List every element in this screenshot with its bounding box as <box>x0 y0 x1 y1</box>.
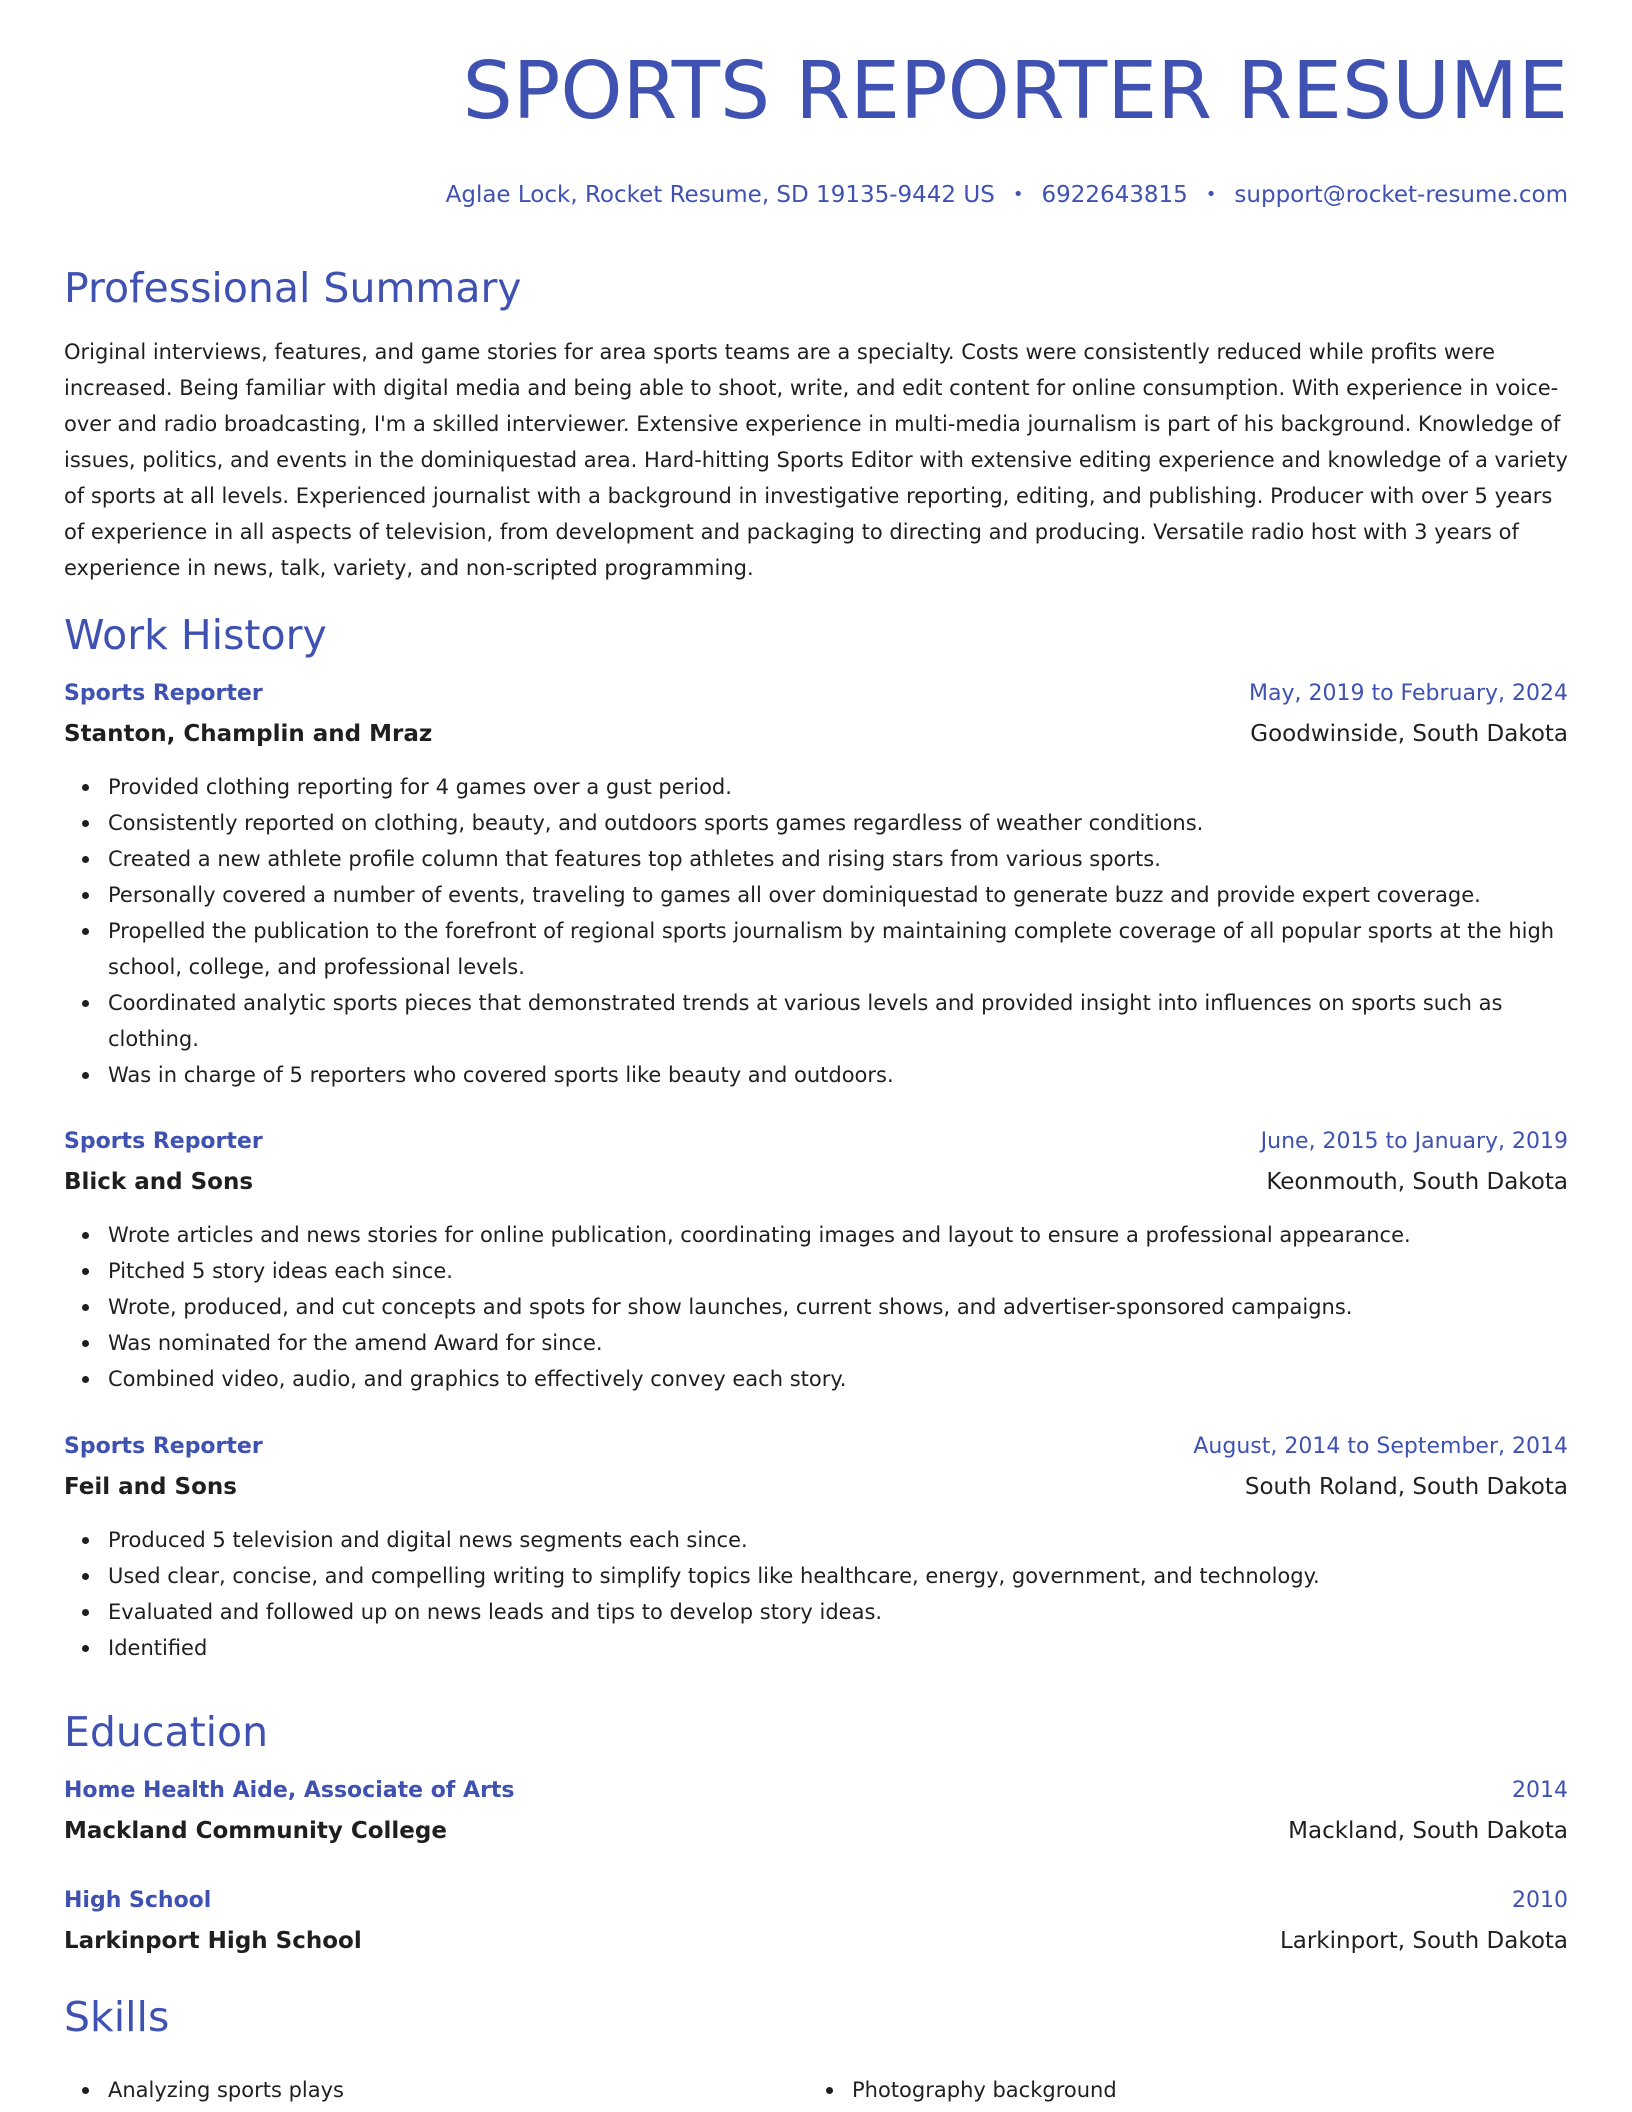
list-item: Identified <box>108 1630 1568 1666</box>
job-bullets <box>64 1522 1568 1666</box>
job-dates: August, 2014 to September, 2014 <box>1193 1434 1568 1459</box>
summary-text: Original interviews, features, and game stories for area sports teams are a specialty. Costs were consistently reduced while profits were increased. Being familiar with digital media and being able to shoot, write, and edit content for online consumption. With experience in voice-over and radio broadcasting, I'm a skilled interviewer. Extensive experience in multi-media journalism is part of his background. Knowledge of issues, politics, and events in the dominiquestad area. Hard-hitting Sports Editor with extensive editing experience and knowledge of a variety of sports at all levels. Experienced journalist with a background in investigative reporting, editing, and publishing. Producer with over 5 years of experience in all aspects of television, from development and packaging to directing and producing. Versatile radio host with 3 years of experience in news, talk, variety, and non-scripted programming. <box>64 340 1568 580</box>
list-item: Wrote, produced, and cut concepts and spots for show launches, current shows, and advertiser-sponsored campaigns. <box>108 1289 1568 1325</box>
job-dates: June, 2015 to January, 2019 <box>1260 1129 1568 1154</box>
education-degree: High School <box>64 1888 212 1913</box>
education-location: Larkinport, South Dakota <box>1279 1928 1568 1954</box>
job-bullets <box>64 769 1568 1093</box>
job-location: Goodwinside, South Dakota <box>1250 721 1568 747</box>
list-item: Was in charge of 5 reporters who covered sports like beauty and outdoors. <box>108 1057 1568 1093</box>
section-title-summary: Professional Summary <box>64 264 522 312</box>
job-location: South Roland, South Dakota <box>1244 1474 1568 1500</box>
resume-page <box>64 0 1568 2112</box>
education-entry <box>64 1778 1568 1858</box>
education-school-row <box>64 1818 1568 1858</box>
list-item: Propelled the publication to the forefront of regional sports journalism by maintaining complete coverage of all popular sports at the high school, college, and professional levels. <box>108 913 1568 985</box>
skills-list <box>64 2072 1568 2108</box>
job-title: Sports Reporter <box>64 681 263 706</box>
list-item: Consistently reported on clothing, beauty, and outdoors sports games regardless of weather conditions. <box>108 805 1568 841</box>
list-item: Used clear, concise, and compelling writing to simplify topics like healthcare, energy, government, and technology. <box>108 1558 1568 1594</box>
education-school: Mackland Community College <box>64 1818 447 1844</box>
education-entry <box>64 1888 1568 1968</box>
list-item: Coordinated analytic sports pieces that demonstrated trends at various levels and provided insight into influences on sports such as clothing. <box>108 985 1568 1057</box>
list-item: Produced 5 television and digital news segments each since. <box>108 1522 1568 1558</box>
job-company: Blick and Sons <box>64 1169 254 1195</box>
education-school: Larkinport High School <box>64 1928 362 1954</box>
job-title: Sports Reporter <box>64 1129 263 1154</box>
section-title-education: Education <box>64 1708 269 1756</box>
list-item: Personally covered a number of events, traveling to games all over dominiquestad to generate buzz and provide expert coverage. <box>108 877 1568 913</box>
education-school-row <box>64 1928 1568 1968</box>
list-item: Created a new athlete profile column that features top athletes and rising stars from various sports. <box>108 841 1568 877</box>
job-company-row <box>64 1474 1568 1514</box>
education-year: 2014 <box>1512 1778 1568 1803</box>
job-company: Stanton, Champlin and Mraz <box>64 721 433 747</box>
separator-dot: • <box>1205 184 1217 205</box>
contact-line <box>446 182 1568 208</box>
separator-dot: • <box>1012 184 1024 205</box>
section-title-skills: Skills <box>64 1993 170 2041</box>
skills-column-right <box>808 2072 1552 2108</box>
education-header-row <box>64 1888 1568 1928</box>
list-item: Combined video, audio, and graphics to effectively convey each story. <box>108 1361 1568 1397</box>
job-company-row <box>64 1169 1568 1209</box>
job-header-row <box>64 1434 1568 1474</box>
job-entry <box>64 681 1568 1093</box>
list-item: Evaluated and followed up on news leads and tips to develop story ideas. <box>108 1594 1568 1630</box>
job-bullets <box>64 1217 1568 1397</box>
skills-column-left <box>64 2072 808 2108</box>
job-dates: May, 2019 to February, 2024 <box>1249 681 1568 706</box>
section-title-work-history: Work History <box>64 611 327 659</box>
job-title: Sports Reporter <box>64 1434 263 1459</box>
job-header-row <box>64 681 1568 721</box>
job-entry <box>64 1129 1568 1397</box>
education-year: 2010 <box>1512 1888 1568 1913</box>
job-company: Feil and Sons <box>64 1474 237 1500</box>
contact-address: Aglae Lock, Rocket Resume, SD 19135-9442 US <box>445 182 995 208</box>
education-degree: Home Health Aide, Associate of Arts <box>64 1778 515 1803</box>
contact-email: support@rocket-resume.com <box>1234 182 1568 208</box>
list-item: Pitched 5 story ideas each since. <box>108 1253 1568 1289</box>
resume-title: SPORTS REPORTER RESUME <box>462 45 1568 137</box>
education-location: Mackland, South Dakota <box>1288 1818 1568 1844</box>
job-entry <box>64 1434 1568 1666</box>
list-item: Wrote articles and news stories for online publication, coordinating images and layout to ensure a professional appearance. <box>108 1217 1568 1253</box>
list-item: Was nominated for the amend Award for since. <box>108 1325 1568 1361</box>
skill-item: Photography background <box>852 2072 1552 2108</box>
list-item: Provided clothing reporting for 4 games over a gust period. <box>108 769 1568 805</box>
contact-phone: 6922643815 <box>1041 182 1188 208</box>
skill-item: Analyzing sports plays <box>108 2072 808 2108</box>
job-header-row <box>64 1129 1568 1169</box>
job-company-row <box>64 721 1568 761</box>
education-header-row <box>64 1778 1568 1818</box>
job-location: Keonmouth, South Dakota <box>1266 1169 1568 1195</box>
